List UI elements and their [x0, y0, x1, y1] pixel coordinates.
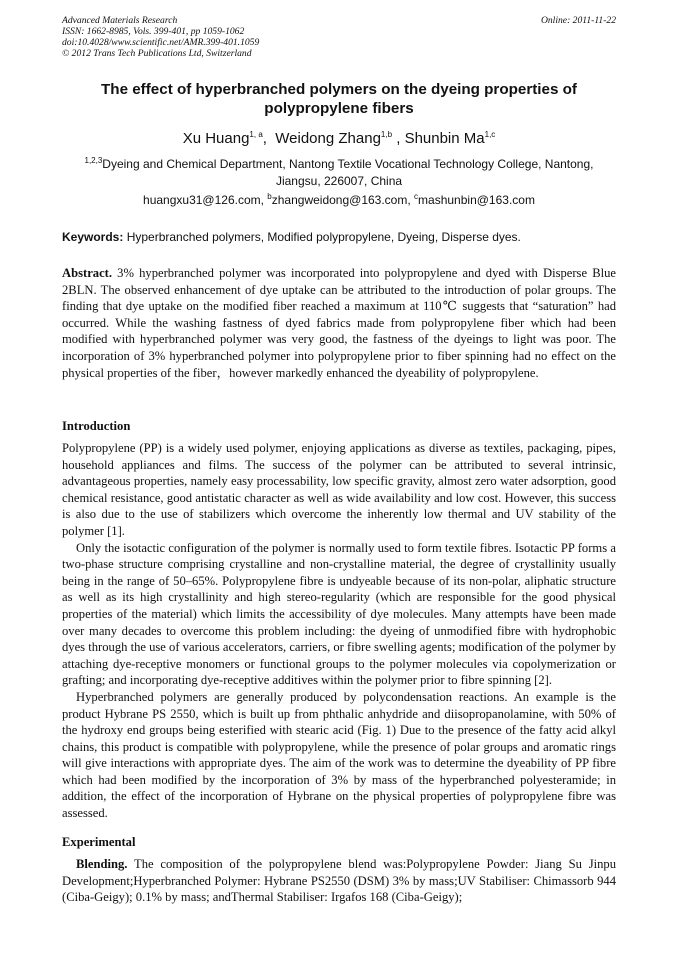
- author-name: Xu Huang: [182, 130, 250, 147]
- author-separator: ,: [262, 130, 276, 147]
- keywords-text: Hyperbranched polymers, Modified polypropylene, Dyeing, Disperse dyes.: [123, 230, 521, 244]
- introduction-body: [62, 440, 616, 822]
- copyright-line: © 2012 Trans Tech Publications Ltd, Switzerland: [62, 48, 252, 59]
- author-name: Shunbin Ma: [404, 130, 485, 147]
- paper-title: [62, 80, 616, 118]
- journal-name: Advanced Materials Research: [62, 15, 178, 26]
- keywords: [62, 230, 616, 245]
- abstract: [62, 265, 616, 381]
- abstract-text: 3% hyperbranched polymer was incorporated into polypropylene and dyed with Disperse Blue 2BLN. The observed enhancement of dye uptake can be attributed to the introduction of polar groups. The finding that dye uptake on the modified fiber reached a maximum at 110℃ suggests that “saturation” had occurred. While the washing fastness of dyed fabrics made from polypropylene fiber which had been modified with hyperbranched polymer was very good, the fastness of the dyeings to light was poor. The incorporation of 3% hyperbranched polymer into polypropylene prior to fiber spinning had no effect on the physical properties of the fiber，however markedly enhanced the dyeability of polypropylene.: [62, 266, 616, 380]
- email-a: huangxu31@126.com,: [143, 193, 268, 207]
- affiliation-sup: 1,2,3: [84, 156, 103, 165]
- author-separator: ,: [392, 130, 405, 147]
- introduction-heading: Introduction: [62, 419, 131, 433]
- email-c: mashunbin@163.com: [418, 193, 535, 207]
- email-b: zhangweidong@163.com,: [271, 193, 415, 207]
- online-date: Online: 2011-11-22: [540, 15, 616, 26]
- affiliation: [62, 156, 616, 190]
- doi-line: doi:10.4028/www.scientific.net/AMR.399-401.1059: [62, 37, 260, 48]
- title-line-1: The effect of hyperbranched polymers on the dyeing properties of: [101, 81, 577, 98]
- title-line-2: polypropylene fibers: [264, 100, 414, 117]
- author-name: Weidong Zhang: [275, 130, 381, 147]
- author-sup: 1,b: [380, 130, 393, 139]
- intro-paragraph-1: Polypropylene (PP) is a widely used polymer, enjoying applications as diverse as textiles, packaging, pipes, household appliances and films. The success of the polymer can be attributed to several intrinsic, advantageous properties, namely easy processability, low specific gravity, almost zero water adsorption, good chemical resistance, good antistatic character as well as wide availability and low cost. However, this success is also due to the use of stabilizers which overcome the inherently low thermal and UV stability of the polymer [1].: [62, 441, 616, 538]
- issn-line: ISSN: 1662-8985, Vols. 399-401, pp 1059-1062: [62, 26, 245, 37]
- author-sup: 1, a: [249, 130, 263, 139]
- author-sup: 1,c: [484, 130, 496, 139]
- intro-paragraph-2: Only the isotactic configuration of the polymer is normally used to form textile fibres. Isotactic PP forms a two-phase structure comprising crystalline and non-crystalline material, the degree of crystallinity usually being in the range of 50–65%. Polypropylene fibre is undyeable because of its non-polar, aliphatic structure as well as its high crystallinity and high stereo-regularity (which are responsible for the good physical properties of the material) which limits the accessibility of dye molecules. Many attempts have been made over many decades to overcome this problem including: the dyeing of unmodified fibre with hydrophobic dyes through the use of various accelerators, carriers, or fibre swelling agents; modification of the polymer by attaching dye-receptive monomers or functional groups to the polymer molecules via copolymerization or grafting; and incorporating dye-receptive additives within the polymer prior to fibre spinning [2].: [62, 540, 616, 688]
- affiliation-line-1: Dyeing and Chemical Department, Nantong Textile Vocational Technology College, Nantong,: [102, 157, 594, 171]
- email-line: [62, 193, 616, 208]
- email-b-sup: b: [267, 192, 272, 201]
- email-c-sup: c: [414, 192, 419, 201]
- experimental-body: [62, 856, 616, 906]
- blending-text: The composition of the polypropylene blend was:Polypropylene Powder: Jiang Su Jinpu Development;Hyperbranched Polymer: Hybrane PS2550 (DSM) 3% by mass;UV Stabiliser: Chimassorb 944 (Ciba-Geigy); 0.1% by mass; andThermal Stabiliser: Irgafos 168 (Ciba-Geigy);: [62, 857, 616, 905]
- author-list: [62, 130, 616, 148]
- affiliation-line-2: Jiangsu, 226007, China: [275, 174, 403, 188]
- blending-label: Blending.: [76, 857, 128, 871]
- intro-paragraph-3: Hyperbranched polymers are generally produced by polycondensation reactions. An example is the product Hybrane PS 2550, which is built up from phthalic anhydride and diisopropanolamine, with 50% of the hydroxy end groups being esterified with stearic acid (Fig. 1) Due to the presence of the fatty acid alkyl chains, this product is compatible with polypropylene, while the presence of polar groups and aromatic rings will give interactions with appropriate dyes. The aim of the work was to determine the dyeability of PP fibre which had been modified by the incorporation of 3% by mass of the hyperbranched polyesteramide; in addition, the effect of the incorporation of Hybrane on the physical properties of polypropylene fibre was assessed.: [62, 689, 616, 821]
- page-header: [62, 15, 616, 59]
- experimental-heading: Experimental: [62, 835, 136, 849]
- abstract-label: Abstract.: [62, 266, 113, 280]
- keywords-label: Keywords:: [62, 230, 124, 244]
